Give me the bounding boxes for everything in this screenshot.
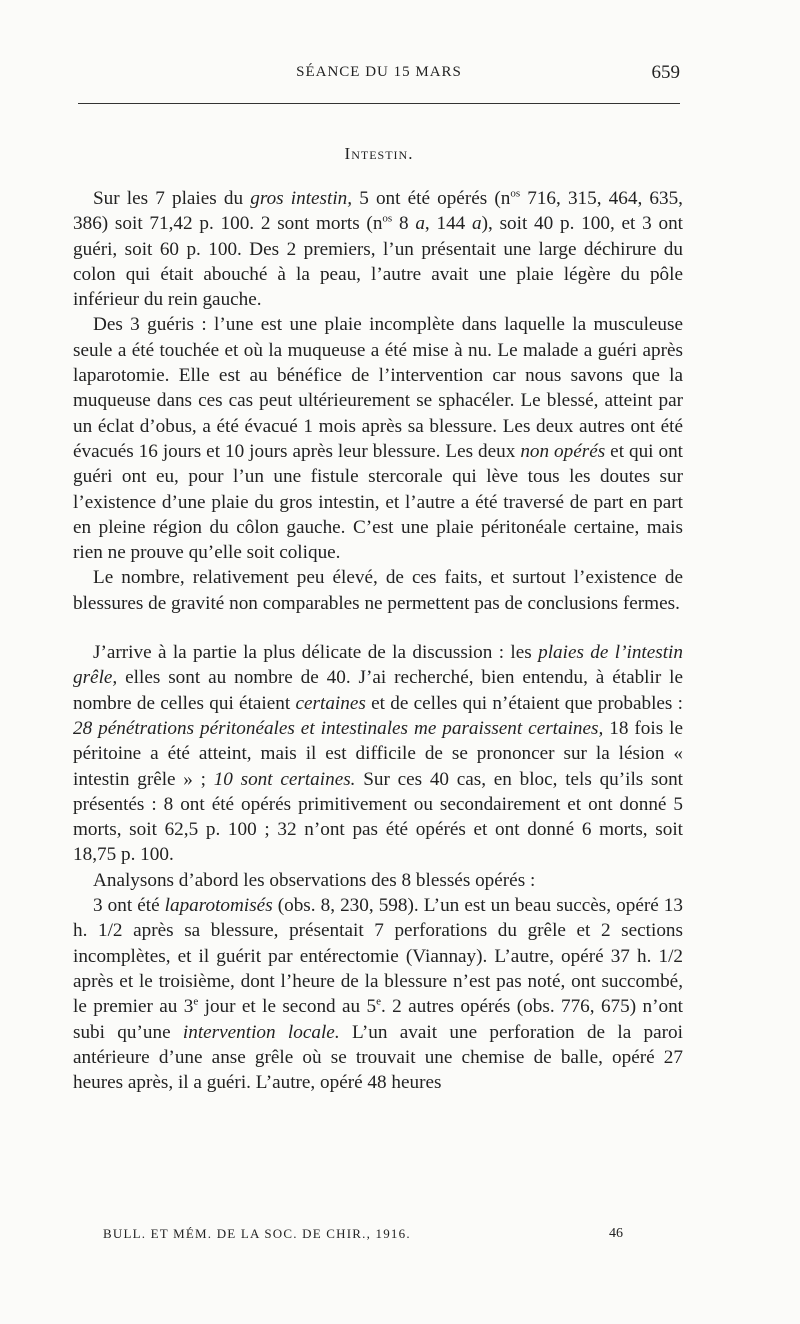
text-run: 8 [392, 213, 416, 235]
paragraph-laparotomises [73, 893, 683, 1095]
page-header [78, 64, 680, 88]
paragraph-gueris [73, 312, 683, 565]
header-rule [78, 103, 680, 104]
italic-run: certaines [295, 692, 366, 714]
paragraph-analysons [73, 868, 683, 893]
italic-run: laparotomisés [164, 895, 273, 917]
paragraph-intestin-grele [73, 640, 683, 868]
text-run: Des 3 guéris : l’une est une plaie incomplète dans laquelle la musculeuse seule a été touchée et où la muqueuse a été mise à nu. Le malade a guéri après laparotomie. Elle est au bénéfice de l’intervention car nous savons que la muqueuse dans ces cas peut ultérieurement se sphacéler. Le blessé, atteint par un éclat d’obus, a été évacué 1 mois après sa blessure. Les deux autres ont été évacués 16 jours et 10 jours après leur blessure. Les deux [73, 314, 683, 462]
text-run: Sur ces 40 cas, en bloc, tels qu’ils sont présentés : 8 ont été opérés primitivement ou secondairement et ont donné 5 morts, soit 62,5 p. 100 ; 32 n’ont pas été opérés et ont donné 6 morts, soit 18,75 p. 100. [73, 768, 683, 866]
text-run: , 144 [424, 213, 473, 235]
superscript: os [510, 187, 521, 200]
italic-run: gros intestin, [250, 188, 353, 209]
text-run: J’arrive à la partie la plus délicate de la discussion : les [93, 642, 539, 664]
text-run: 3 ont été [93, 895, 165, 917]
italic-run: a [415, 213, 425, 235]
superscript: os [382, 212, 393, 225]
italic-run: 28 pénétrations péritonéales et intestinales me paraissent certaines, [73, 717, 604, 739]
text-run: et qui ont guéri ont eu, pour l’un une fistule stercorale qui lève tous les doutes sur l’existence d’une plaie du gros intestin, et l’autre a été traversé de part en part en pleine région du côlon gauche. C’est une plaie péritonéale certaine, mais rien ne prouve qu’elle soit colique. [73, 440, 683, 564]
italic-run: a [472, 213, 482, 235]
italic-run: 10 sont certaines. [213, 768, 356, 790]
page-number: 659 [651, 62, 680, 83]
text-run: ), soit 40 p. 100, et 3 ont guéri, soit 60 p. 100. Des 2 premiers, l’un présentait une large déchirure du colon qui était abouché à la peau, l’autre avait une plaie légère du pôle inférieur du rein gauche. [73, 213, 683, 311]
running-title: SÉANCE DU 15 MARS [296, 64, 462, 80]
text-run: Analysons d’abord les observations des 8 blessés opérés : [93, 869, 536, 891]
text-run: elles sont au nombre de 40. J’ai recherché, bien entendu, à établir le nombre de celles qui étaient [73, 667, 683, 714]
signature-number: 46 [609, 1226, 623, 1241]
text-run: L’un avait une perforation de la paroi antérieure d’une anse grêle où se trouvait une chemise de balle, opéré 27 heures après, il a guéri. L’autre, opéré 48 heures [73, 1021, 683, 1094]
paragraph-gros-intestin [73, 186, 683, 312]
italic-run: intervention locale. [182, 1021, 340, 1043]
paragraph-nombre [73, 565, 683, 616]
text-run: . 2 autres opérés (obs. 776, 675) n’ont subi qu’une [73, 996, 683, 1043]
italic-run: plaies de l’intestin grêle, [73, 642, 683, 689]
italic-run: non opérés [520, 440, 606, 462]
superscript: e [193, 995, 199, 1008]
text-run: Le nombre, relativement peu élevé, de ces faits, et surtout l’existence de blessures de gravité non comparables ne permettent pas de conclusions fermes. [73, 567, 683, 614]
text-run: Sur les 7 plaies du [93, 188, 251, 209]
section-title: Intestin. [344, 144, 414, 163]
text-run: et de celles qui n’étaient que probables : [365, 692, 683, 714]
superscript: e [376, 995, 381, 1008]
body-text [73, 186, 683, 1095]
text-run: (obs. 8, 230, 598). L’un est un beau succès, opéré 13 h. 1/2 après sa blessure, présentait 7 perforations du grêle et 2 sections incomplètes, et il guérit par entérectomie (Viannay). L’autre, opéré 37 h. 1/2 après et le troisième, dont l’heure de la blessure n’est pas noté, ont succombé, le premier au 3 [73, 895, 683, 1018]
journal-reference: BULL. ET MÉM. DE LA SOC. DE CHIR., 1916. [103, 1226, 411, 1241]
text-run: jour et le second au 5 [198, 996, 377, 1018]
text-run: 18 fois le péritoine a été atteint, mais il est difficile de se prononcer sur la lésion « intestin grêle » ; [73, 717, 683, 790]
page-footer [103, 1226, 623, 1242]
text-run: 716, 315, 464, 635, 386) soit 71,42 p. 100. 2 sont morts (n [73, 188, 683, 235]
text-run: 5 ont été opérés (n [352, 188, 511, 209]
